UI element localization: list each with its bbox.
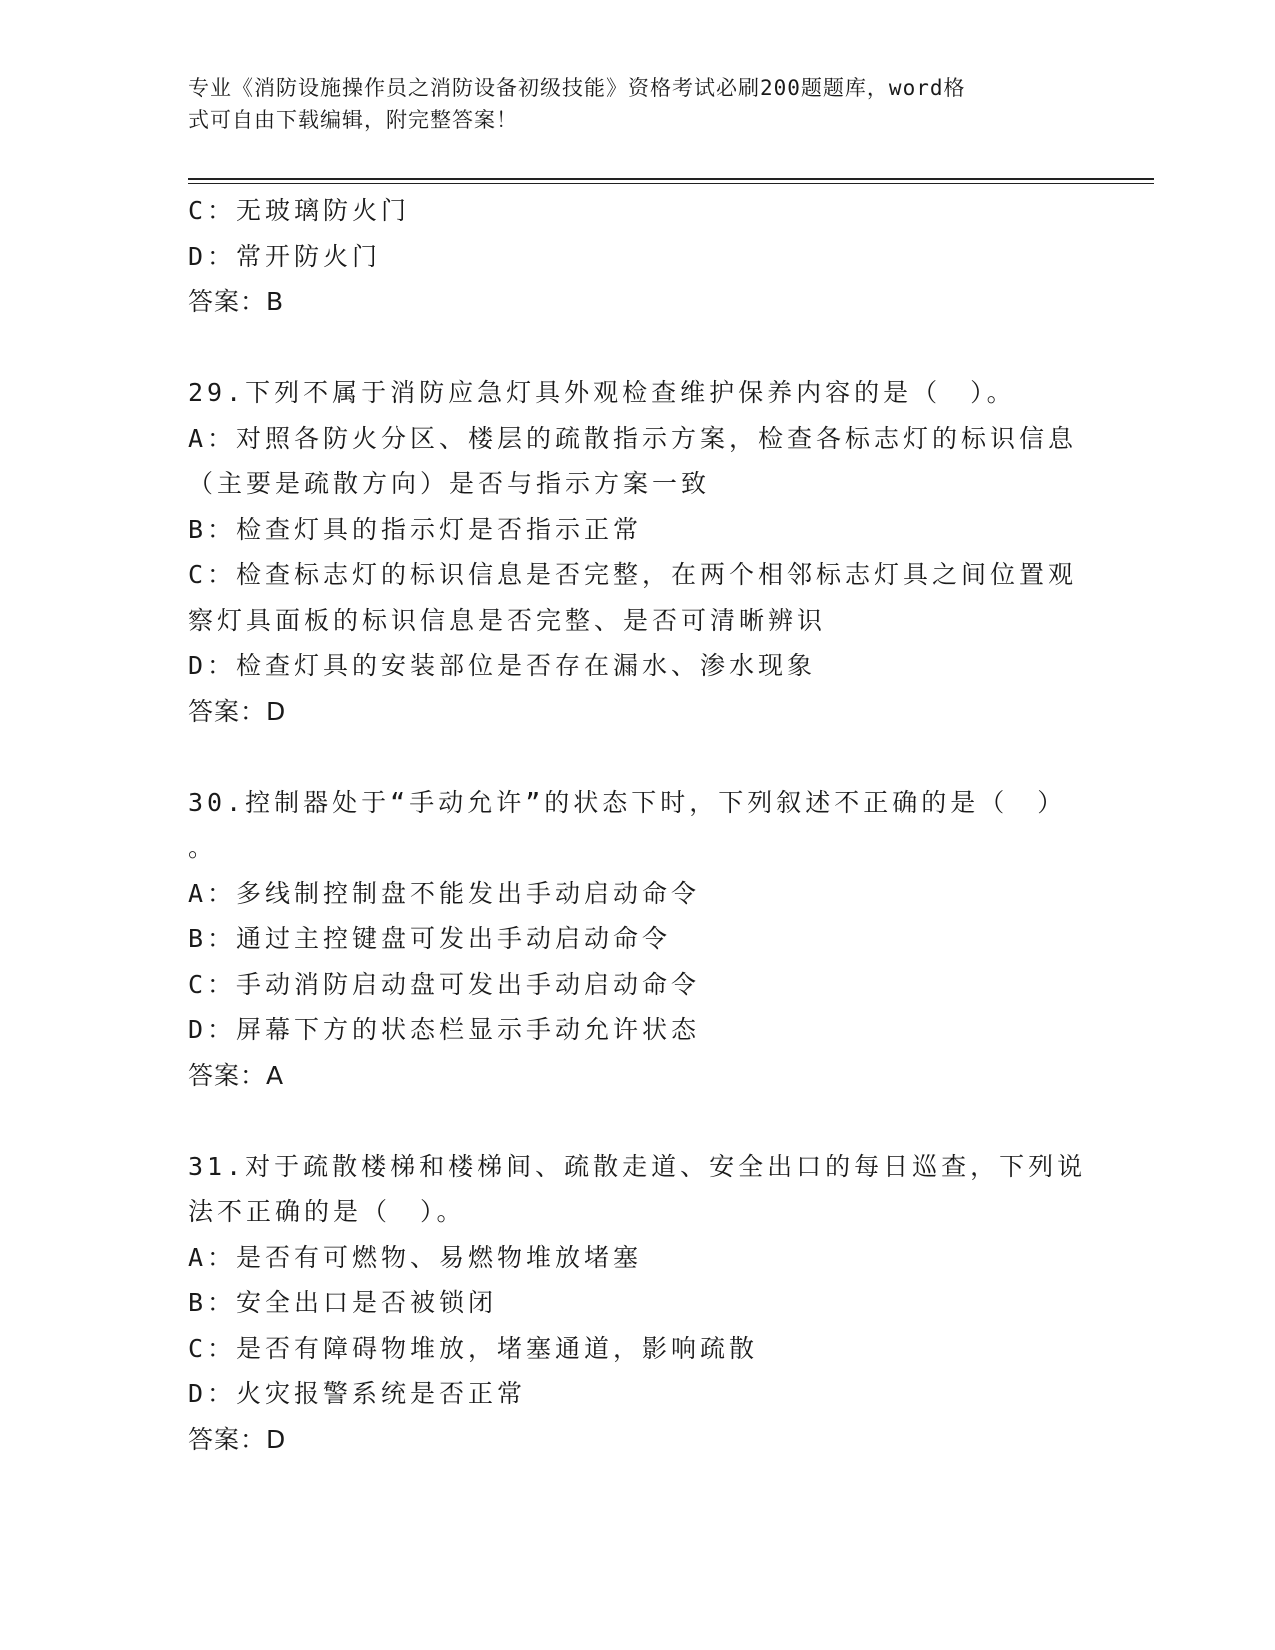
question-stem: 30.控制器处于“手动允许”的状态下时，下列叙述不正确的是（ ） xyxy=(188,787,1067,817)
option-c: C：手动消防启动盘可发出手动启动命令 xyxy=(188,969,701,999)
option-d: D：检查灯具的安装部位是否存在漏水、渗水现象 xyxy=(188,651,817,680)
question-stem: 31.对于疏散楼梯和楼梯间、疏散走道、安全出口的每日巡查，下列说 xyxy=(188,1151,1087,1181)
option-a: A：多线制控制盘不能发出手动启动命令 xyxy=(188,878,701,908)
question-stem: 29.下列不属于消防应急灯具外观检查维护保养内容的是（ ）。 xyxy=(188,378,1016,407)
answer-label: 答案：B xyxy=(188,287,285,316)
option-d: D：火灾报警系统是否正常 xyxy=(188,1379,527,1408)
option-d: D：屏幕下方的状态栏显示手动允许状态 xyxy=(188,1015,701,1044)
question-block-31 xyxy=(188,1144,1088,1463)
answer-label: 答案：D xyxy=(188,1424,287,1454)
answer-label: 答案：D xyxy=(188,696,287,726)
spacer xyxy=(188,325,1088,371)
option-a: A：对照各防火分区、楼层的疏散指示方案，检查各标志灯的标识信息 xyxy=(188,423,1078,453)
option-b: B：安全出口是否被锁闭 xyxy=(188,1288,498,1317)
option-b: B：检查灯具的指示灯是否指示正常 xyxy=(188,514,643,544)
header-divider-thin xyxy=(188,183,1154,184)
header-divider xyxy=(188,178,1154,180)
question-block-30 xyxy=(188,780,1088,1099)
document-header xyxy=(188,72,1068,136)
question-stem-continued: 。 xyxy=(188,833,218,862)
question-list xyxy=(188,188,1088,1462)
header-line-1: 专业《消防设施操作员之消防设备初级技能》资格考试必刷200题题库，word格 xyxy=(188,76,966,100)
question-block-prev xyxy=(188,188,1088,325)
spacer xyxy=(188,734,1088,780)
answer-label: 答案：A xyxy=(188,1060,285,1090)
question-block-29 xyxy=(188,370,1088,734)
option-a: A：是否有可燃物、易燃物堆放堵塞 xyxy=(188,1242,643,1272)
header-line-2: 式可自由下载编辑，附完整答案！ xyxy=(188,108,518,132)
question-stem-continued: 法不正确的是（ ）。 xyxy=(188,1197,466,1226)
option-d: D：常开防火门 xyxy=(188,241,382,271)
spacer xyxy=(188,1098,1088,1144)
option-b: B：通过主控键盘可发出手动启动命令 xyxy=(188,924,672,953)
option-a-continued: （主要是疏散方向）是否与指示方案一致 xyxy=(188,469,711,498)
option-c: C：是否有障碍物堆放，堵塞通道，影响疏散 xyxy=(188,1333,759,1363)
option-c-continued: 察灯具面板的标识信息是否完整、是否可清晰辨识 xyxy=(188,605,827,635)
option-c: C：无玻璃防火门 xyxy=(188,196,411,225)
option-c: C：检查标志灯的标识信息是否完整，在两个相邻标志灯具之间位置观 xyxy=(188,560,1078,589)
